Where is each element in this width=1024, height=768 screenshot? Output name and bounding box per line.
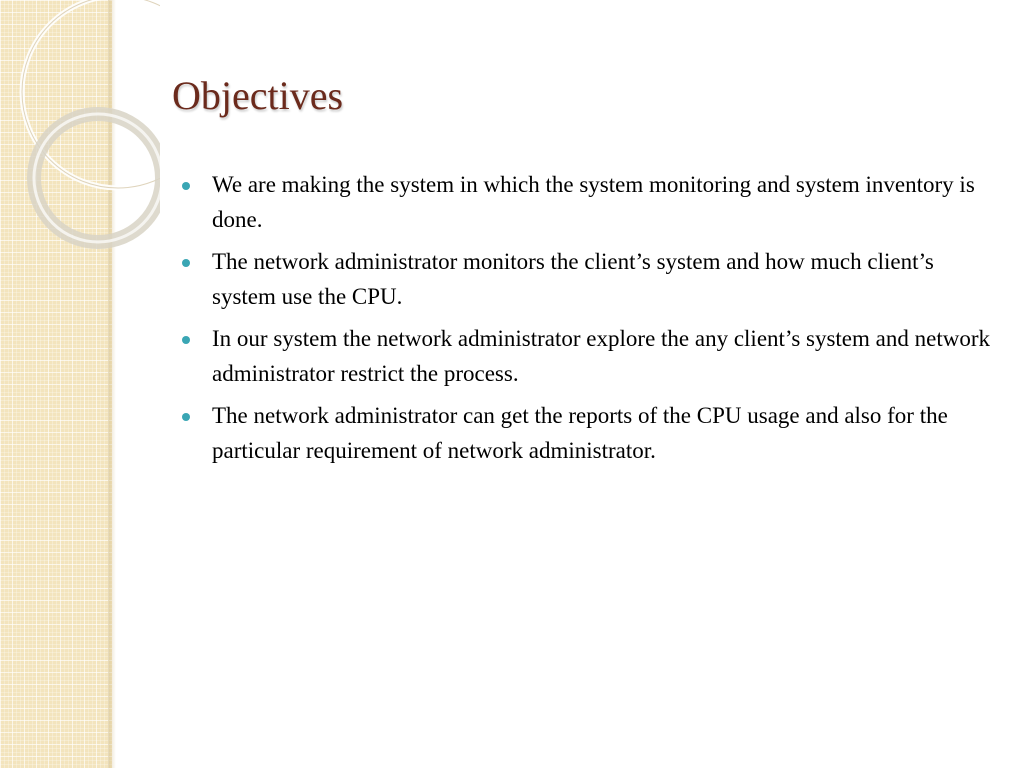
bullet-text: The network administrator monitors the client’s system and how much client’s system use the CPU.: [212, 249, 934, 309]
decorative-rings: [0, 0, 160, 260]
bullet-icon: [182, 336, 190, 344]
bullet-text: We are making the system in which the system monitoring and system inventory is done.: [212, 172, 975, 232]
list-item: [182, 245, 994, 314]
bullet-text: The network administrator can get the reports of the CPU usage and also for the particular requirement of network administrator.: [212, 403, 948, 463]
objectives-list: [182, 168, 994, 476]
bullet-icon: [182, 259, 190, 267]
list-item: [182, 399, 994, 468]
list-item: [182, 322, 994, 391]
bullet-icon: [182, 182, 190, 190]
list-item: [182, 168, 994, 237]
slide-title: Objectives: [172, 73, 344, 118]
bullet-icon: [182, 413, 190, 421]
bullet-text: In our system the network administrator explore the any client’s system and network administrator restrict the process.: [212, 326, 990, 386]
